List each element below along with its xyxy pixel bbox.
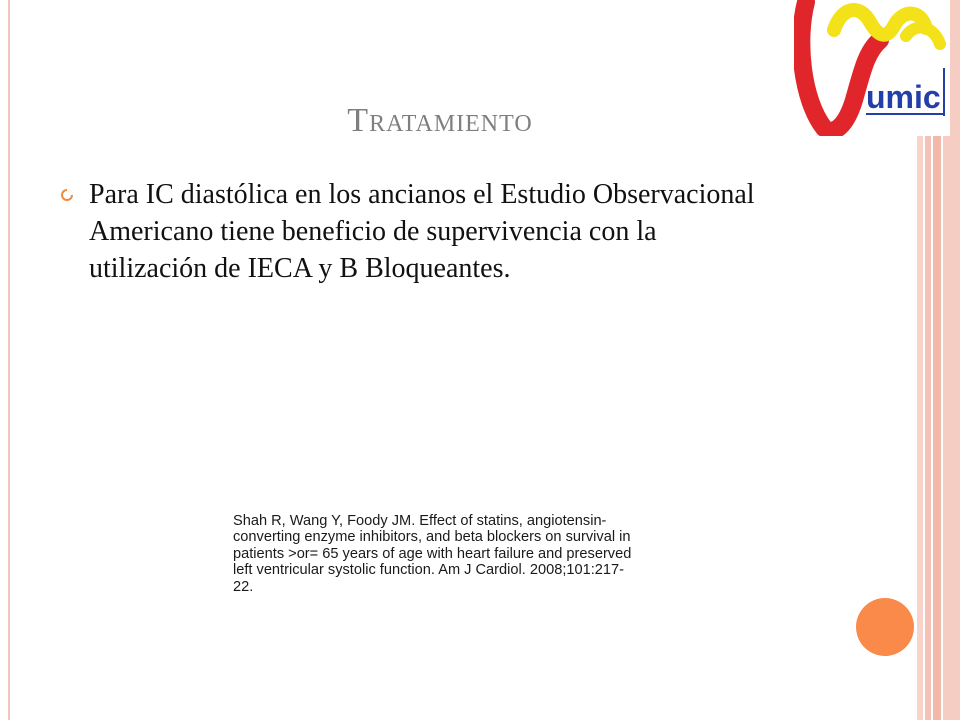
bullet-text: Para IC diastólica en los ancianos el Estudio Observacional Americano tiene beneficio de supervivencia con la utilización de IECA y B Bloqueantes. — [89, 179, 755, 284]
orange-circle-decoration — [856, 598, 914, 656]
citation-image — [233, 513, 723, 607]
logo-text: umic — [866, 79, 941, 115]
bullet-ring-icon — [60, 188, 74, 202]
citation-line: 22. — [233, 578, 254, 595]
citation-line: patients >or= 65 years of age with heart failure and preserved — [233, 545, 632, 562]
slide-title: Tratamiento — [347, 102, 533, 139]
bullet-item — [60, 176, 760, 287]
citation-line: converting enzyme inhibitors, and beta blockers on survival in — [233, 529, 631, 546]
citation-line: Shah R, Wang Y, Foody JM. Effect of statins, angiotensin- — [233, 513, 607, 529]
citation-line: left ventricular systolic function. Am J Cardiol. 2008;101:217- — [233, 562, 624, 579]
